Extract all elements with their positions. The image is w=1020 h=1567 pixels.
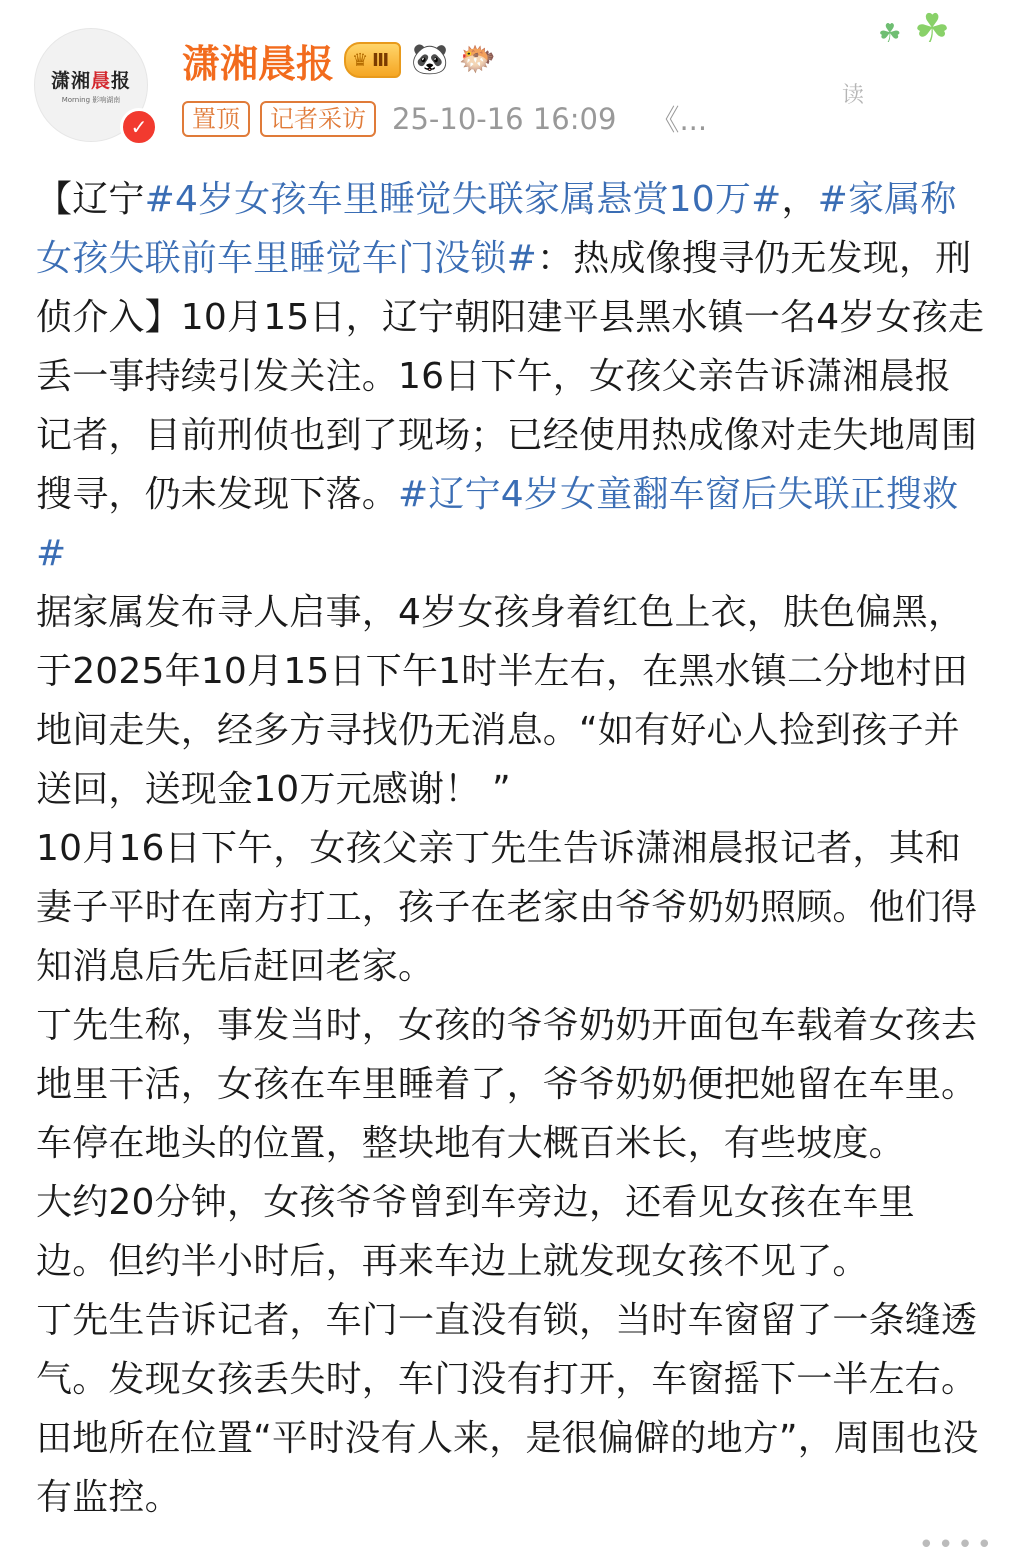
vip-level: Ⅲ: [372, 49, 390, 71]
post-source[interactable]: 《...: [650, 103, 708, 137]
avatar-container[interactable]: [34, 28, 154, 148]
interview-tag: 记者采访: [260, 101, 376, 137]
post-meta: [182, 98, 707, 139]
hashtag-link[interactable]: #辽宁4岁女童翻车窗后失联正搜救#: [36, 474, 959, 574]
clover-decoration-icon: ☘ ☘: [878, 6, 950, 52]
read-count: 读: [842, 83, 865, 108]
post-paragraph: 10月16日下午，女孩父亲丁先生告诉潇湘晨报记者，其和妻子平时在南方打工，孩子在老家由爷爷奶奶照顾。他们得知消息后先后赶回老家。: [36, 828, 978, 987]
more-dots-icon[interactable]: ••••: [918, 1530, 996, 1560]
pufferfish-icon[interactable]: 🐡: [458, 42, 496, 77]
pinned-tag: 置顶: [182, 101, 250, 137]
post-intro: 【辽宁#4岁女孩车里睡觉失联家属悬赏10万#，#家属称女孩失联前车里睡觉车门没锁#：热成像搜寻仍无发现，刑侦介入】10月15日，辽宁朝阳建平县黑水镇一名4岁女孩走丢一事持续引发关注。16日下午，女孩父亲告诉潇湘晨报记者，目前刑侦也到了现场；已经使用热成像对走失地周围搜寻，仍未发现下落。#辽宁4岁女童翻车窗后失联正搜救#: [36, 179, 985, 574]
post-content: [36, 170, 986, 1527]
vip-badge[interactable]: [344, 42, 401, 78]
avatar-logo: 潇湘晨报: [50, 69, 132, 92]
hashtag-link[interactable]: #4岁女孩车里睡觉失联家属悬赏10万#: [144, 179, 782, 220]
author-row: [182, 34, 496, 86]
verified-icon: ✓: [120, 108, 158, 146]
panda-icon[interactable]: 🐼: [411, 42, 449, 77]
post-paragraph: 大约20分钟，女孩爷爷曾到车旁边，还看见女孩在车里边。但约半小时后，再来车边上就发现女孩不见了。: [36, 1182, 915, 1282]
username[interactable]: 潇湘晨报: [182, 41, 335, 86]
post-paragraph: 丁先生告诉记者，车门一直没有锁，当时车窗留了一条缝透气。发现女孩丢失时，车门没有打开，车窗摇下一半左右。田地所在位置“平时没有人来，是很偏僻的地方”，周围也没有监控。: [36, 1300, 979, 1518]
avatar-subtitle: Morning 影响湖南: [61, 95, 121, 104]
post-paragraph: 据家属发布寻人启事，4岁女孩身着红色上衣，肤色偏黑，于2025年10月15日下午1时半左右，在黑水镇二分地村田地间走失，经多方寻找仍无消息。“如有好心人捡到孩子并送回，送现金10万元感谢！ ”: [36, 592, 968, 810]
post-timestamp: 25-10-16 16:09: [392, 101, 617, 136]
crown-icon: ♛: [352, 49, 369, 71]
hashtag-link[interactable]: #家属称女孩失联前车里睡觉车门没锁#: [36, 179, 957, 279]
post-paragraph: 丁先生称，事发当时，女孩的爷爷奶奶开面包车载着女孩去地里干活，女孩在车里睡着了，爷爷奶奶便把她留在车里。车停在地头的位置，整块地有大概百米长，有些坡度。: [36, 1005, 978, 1164]
